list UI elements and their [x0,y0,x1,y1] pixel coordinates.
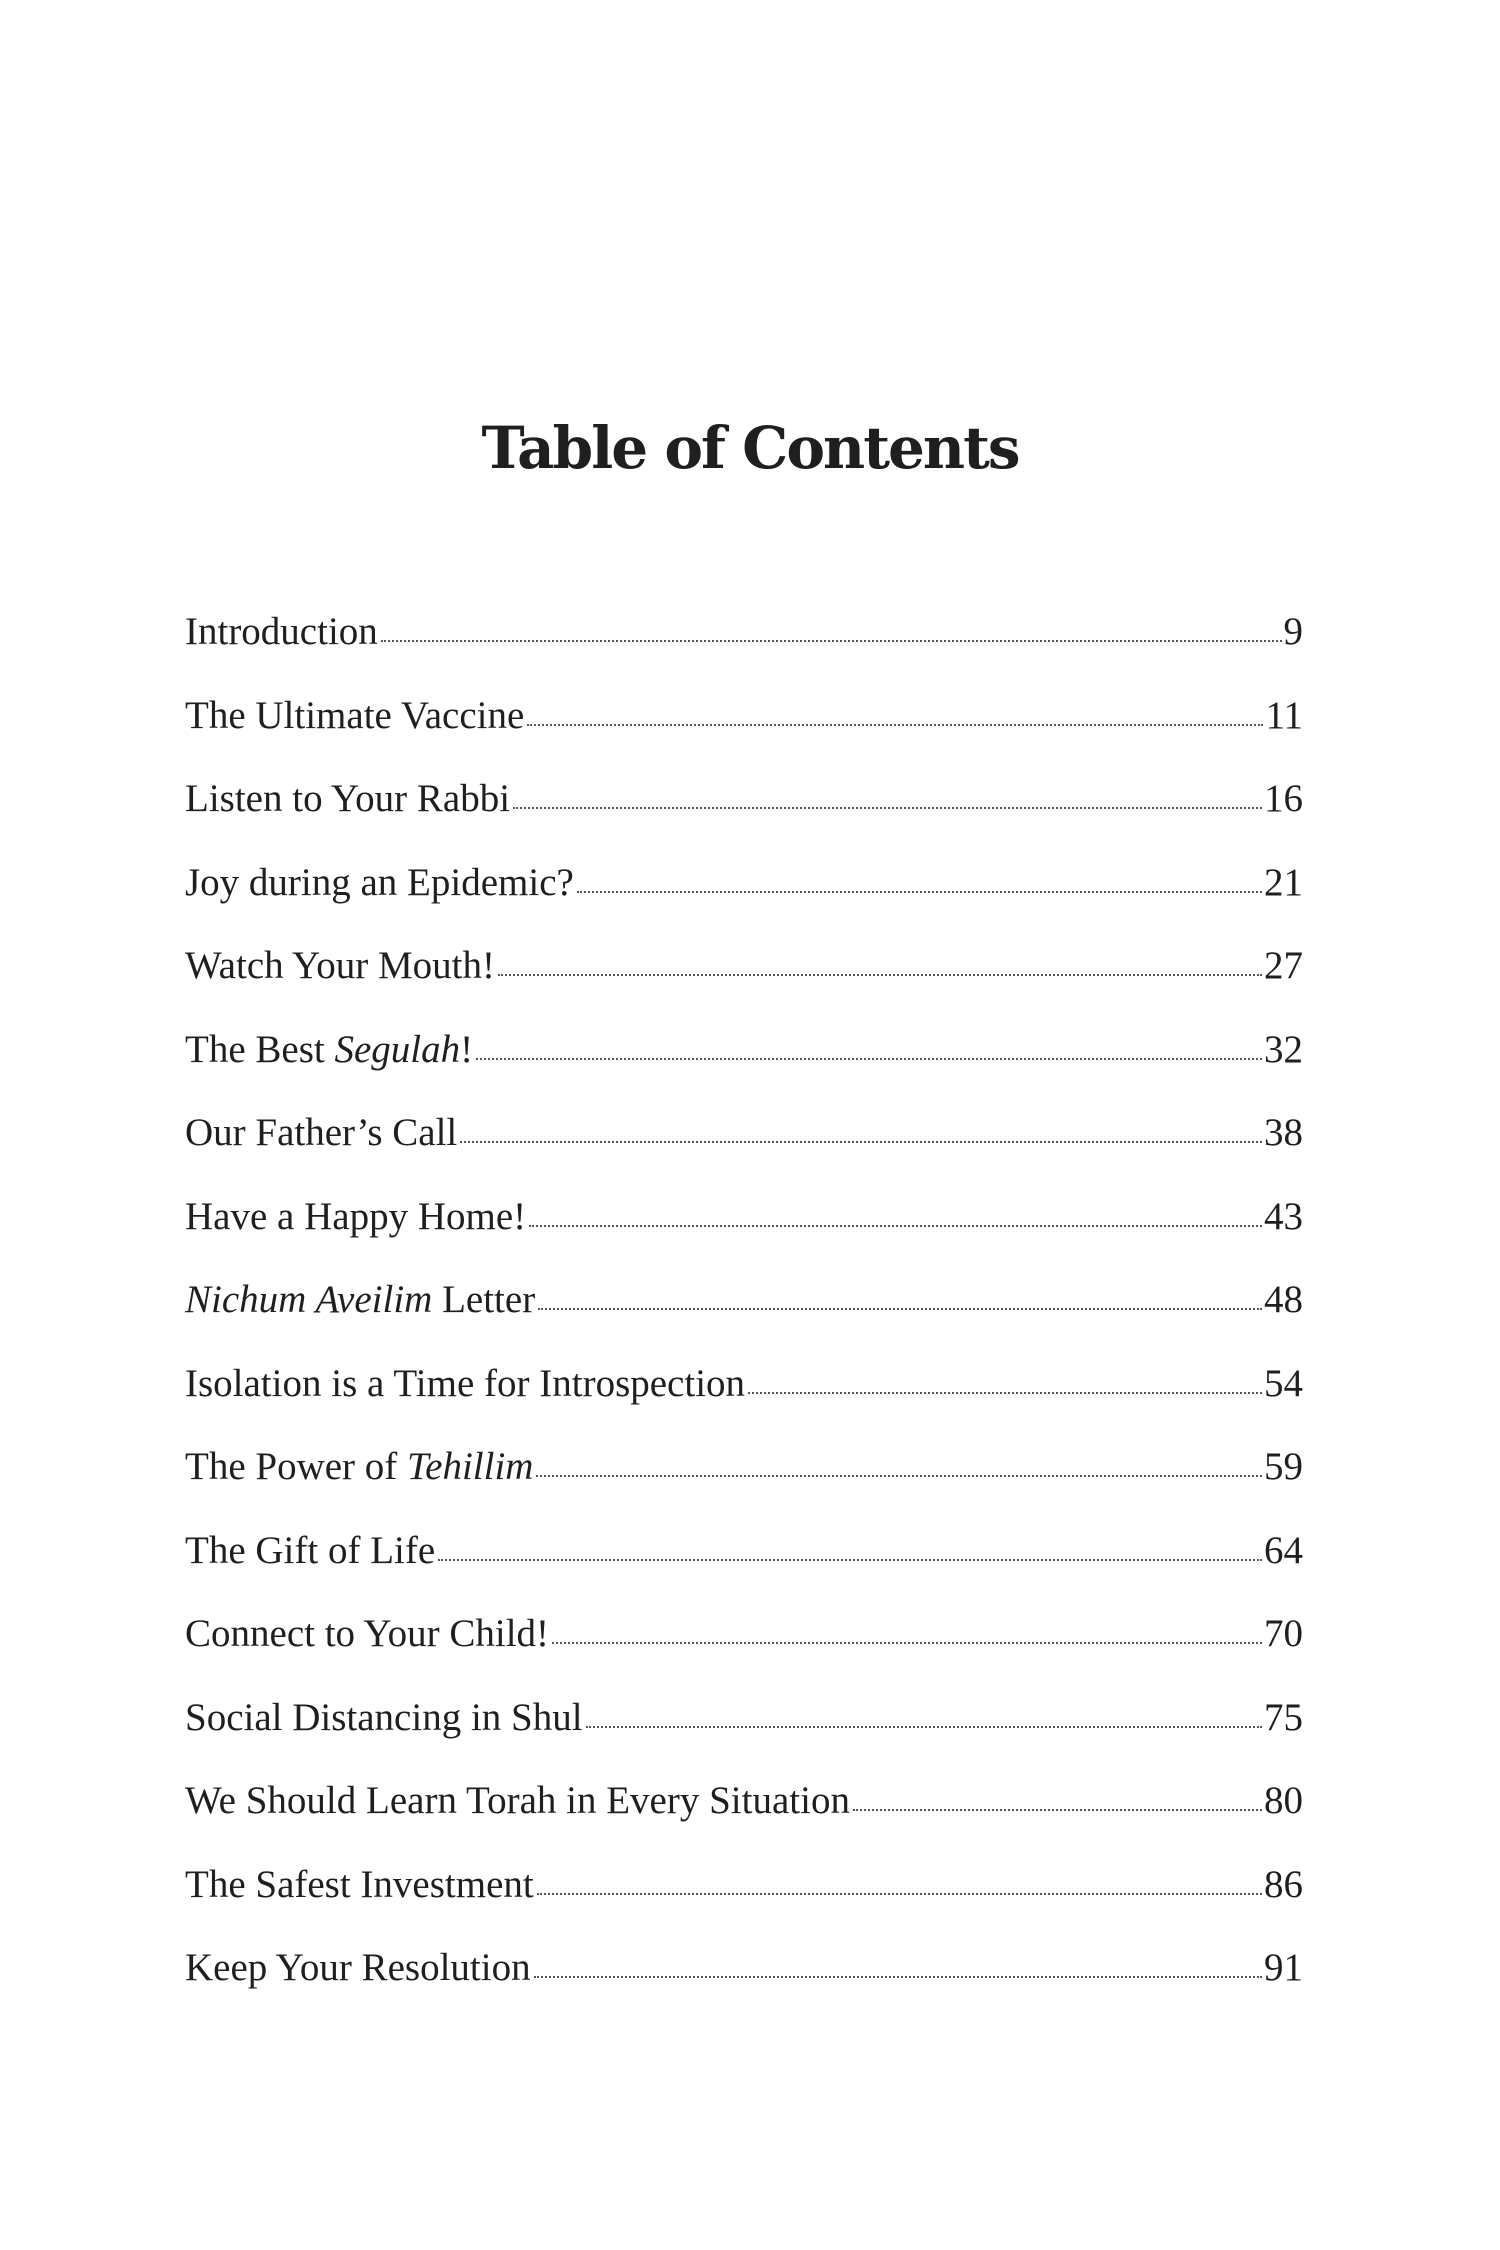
entry-title [185,924,495,1008]
dot-leader [438,1559,1262,1561]
toc-entry[interactable] [185,1676,1303,1760]
entry-title-part: Have a Happy Home! [185,1194,527,1238]
page-number: 86 [1264,1862,1303,1906]
toc-entry[interactable] [185,1592,1303,1676]
toc-entry[interactable] [185,1926,1303,2010]
page-number: 75 [1264,1695,1303,1739]
toc-entry[interactable] [185,590,1303,674]
entry-title-part: Joy during an Epidemic? [185,860,574,904]
entry-title [185,1008,473,1092]
entry-title-italic-part: Nichum Aveilim [185,1278,433,1321]
dot-leader [498,974,1262,976]
dot-leader [527,724,1263,726]
entry-title-part: ! [460,1027,474,1071]
dot-leader [853,1809,1262,1811]
page-number: 16 [1264,777,1303,820]
dot-leader [586,1726,1262,1728]
entry-title-part: We Should Learn Torah in Every Situation [185,1779,850,1822]
toc-entry[interactable] [185,1759,1303,1843]
entry-title [185,1342,745,1426]
toc-entry[interactable] [185,757,1303,841]
dot-leader [577,891,1262,893]
toc-entry[interactable] [185,841,1303,925]
entry-title-part: The Ultimate Vaccine [185,693,525,737]
dot-leader [537,1893,1262,1895]
entry-title-part: The Gift of Life [185,1528,436,1572]
dot-leader [476,1058,1262,1060]
toc-entry[interactable] [185,1008,1303,1092]
toc-entry[interactable] [185,1258,1303,1342]
toc-entry[interactable] [185,1843,1303,1927]
entry-title-part: The Power of [185,1445,408,1488]
page-number: 11 [1265,693,1303,737]
dot-leader [536,1475,1262,1477]
entry-title [185,1759,850,1843]
entry-title-italic-part: Tehillim [407,1445,534,1488]
entry-title-part: Watch Your Mouth! [185,944,495,987]
page-number: 21 [1264,860,1303,904]
toc-entry[interactable] [185,924,1303,1008]
dot-leader [552,1642,1262,1644]
entry-title [185,590,378,674]
entry-title [185,1676,583,1760]
entry-title-part: Our Father’s Call [185,1111,458,1154]
toc-list [185,590,1303,2010]
page-title: Table of Contents [481,414,1019,482]
entry-title-part: Listen to Your Rabbi [185,777,511,820]
entry-title-part: Social Distancing in Shul [185,1695,583,1739]
entry-title [185,1926,531,2010]
entry-title-part: The Safest Investment [185,1862,534,1906]
entry-title-part: Letter [432,1278,536,1321]
toc-entry[interactable] [185,1509,1303,1593]
entry-title [185,1258,535,1342]
page-number: 64 [1264,1528,1303,1572]
entry-title-italic-part: Segulah [334,1027,461,1071]
toc-entry[interactable] [185,674,1303,758]
entry-title-part: The Best [185,1027,335,1071]
entry-title-part: Introduction [185,610,378,653]
entry-title [185,1091,457,1175]
page-number: 43 [1264,1194,1303,1238]
page-number: 38 [1264,1111,1303,1154]
page-number: 80 [1264,1779,1303,1822]
entry-title [185,1592,549,1676]
entry-title-part: Connect to Your Child! [185,1612,550,1655]
page-number: 91 [1264,1946,1303,1989]
page-number: 70 [1264,1612,1303,1655]
page-number: 27 [1264,944,1303,987]
toc-entry[interactable] [185,1342,1303,1426]
entry-title [185,1175,526,1259]
page-number: 32 [1264,1027,1303,1071]
entry-title [185,841,574,925]
dot-leader [538,1308,1262,1310]
page-number: 9 [1283,610,1303,653]
dot-leader [381,640,1282,642]
entry-title [185,757,510,841]
entry-title [185,1843,534,1927]
toc-entry[interactable] [185,1425,1303,1509]
page-number: 59 [1264,1445,1303,1488]
toc-entry[interactable] [185,1091,1303,1175]
dot-leader [513,807,1262,809]
dot-leader [460,1141,1262,1143]
toc-entry[interactable] [185,1175,1303,1259]
page-number: 48 [1264,1278,1303,1321]
entry-title-part: Keep Your Resolution [185,1946,531,1989]
entry-title-part: Isolation is a Time for Introspection [185,1361,746,1405]
page-number: 54 [1264,1361,1303,1405]
dot-leader [534,1976,1262,1978]
entry-title [185,674,524,758]
entry-title [185,1509,435,1593]
entry-title [185,1425,533,1509]
dot-leader [529,1225,1262,1227]
dot-leader [748,1392,1262,1394]
